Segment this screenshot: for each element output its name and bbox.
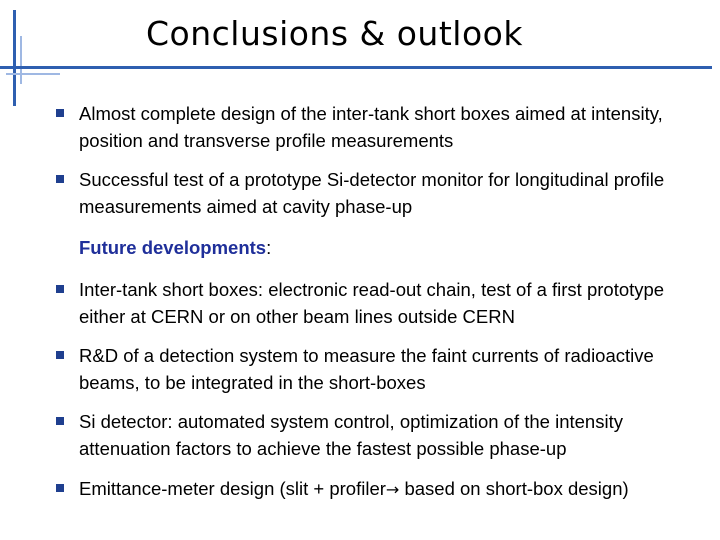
bullet-item [56, 342, 696, 396]
bullet-text: Almost complete design of the inter-tank short boxes aimed at intensity, position and transverse profile measurements [79, 103, 663, 151]
bullet-text: Si detector: automated system control, optimization of the intensity attenuation factors to achieve the fastest possible phase-up [79, 411, 623, 459]
page-title: Conclusions & outlook [146, 14, 523, 53]
bullet-item [56, 276, 696, 330]
future-heading-colon: : [266, 237, 272, 258]
future-heading-label: Future developments [79, 237, 267, 258]
arrow-right-icon: → [385, 480, 400, 499]
bullet-marker-icon [56, 175, 64, 183]
future-developments-heading [79, 234, 271, 261]
bullet-marker-icon [56, 351, 64, 359]
bullet-text-part: based on short-box design) [399, 478, 629, 499]
bullet-item [56, 100, 696, 154]
bullet-text: R&D of a detection system to measure the faint currents of radioactive beams, to be integrated in the short-boxes [79, 345, 654, 393]
bullet-item [56, 166, 696, 220]
bullet-item [56, 408, 696, 462]
decor-vertical-line-secondary [20, 36, 22, 84]
bullet-text: Successful test of a prototype Si-detector monitor for longitudinal profile measurements aimed at cavity phase-up [79, 169, 665, 217]
bullet-marker-icon [56, 109, 64, 117]
bullet-marker-icon [56, 417, 64, 425]
decor-vertical-line [13, 10, 16, 106]
bullet-text: Inter-tank short boxes: electronic read-out chain, test of a first prototype either at CERN or on other beam lines outside CERN [79, 279, 665, 327]
bullet-marker-icon [56, 285, 64, 293]
decor-horizontal-line-secondary [6, 73, 60, 75]
bullet-text-part: Emittance-meter design (slit + profiler [79, 478, 386, 499]
decor-horizontal-line [0, 66, 712, 69]
bullet-item [56, 475, 696, 503]
bullet-text [79, 475, 696, 503]
bullet-marker-icon [56, 484, 64, 492]
